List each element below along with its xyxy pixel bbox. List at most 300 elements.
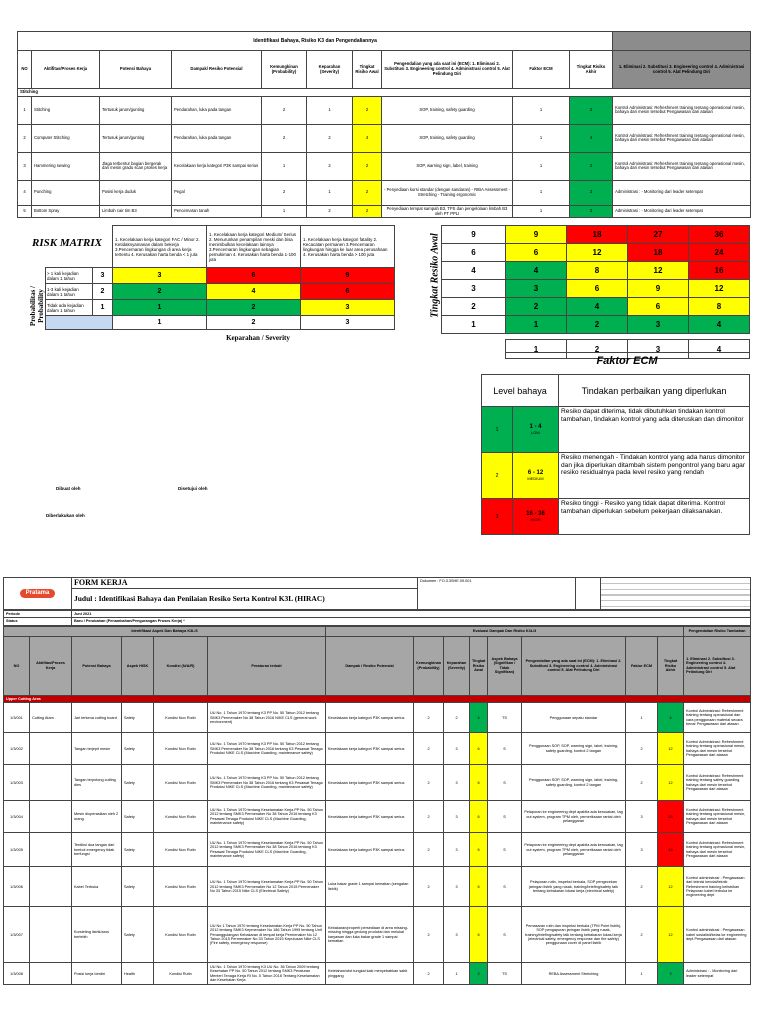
tingkat-level: 1	[442, 316, 506, 334]
row-pengendalian: - Penyediaan kursi standar (dengan sandaran) - RIBA Assessment - Stretching - Training ergonomic	[382, 180, 513, 205]
col-faktor-ecm: Faktor ECM	[513, 51, 570, 89]
row-pengendalian: Penyediaan tempat sampah B3, TPS dan pengelolaan limbah B3 oleh PT PPLI	[382, 205, 513, 218]
row-potensi: Tertusuk jarum/gunting	[100, 96, 172, 124]
form-cell-ecm: Pelaporan ke engineering dept apabila ada kerusakan, tag out system, program TPM oleh, pemeriksaan rantai oleh pelanggaran	[522, 833, 626, 867]
level-desc: Resiko menengah - Tindakan kontrol yang ada harus dimonitor dan jika diperlukan ditambah sistem pengontrol yang baru agar resiko residualnya pada level resiko yang rendah	[559, 453, 750, 499]
probability-desc: > 1 kali kejadian dalam 1 tahun	[46, 268, 93, 284]
row-kemungkinan: 2	[262, 180, 307, 205]
form-cell-per: UU No 1 Tahun 1970 tentang Keselamatan Kerja PP No. 50 Tahun 2012 tentang SMK3 Kepmenaker No 186 Tahun 1999 tentang Unit Penanggulangan Kebakaran di tempat kerja Permenaker No 12 Tahun 2015 Permenaker No 33 Tahun 2015 Keputusan Nike CLS (Fire safety, emergency response)	[208, 907, 326, 963]
tingkat-cell: 4	[506, 262, 567, 280]
level-row	[482, 453, 750, 499]
severity-level-2: 2	[207, 316, 301, 330]
matrix-row	[46, 268, 395, 284]
form-cell-dam: Kecelakaan kerja kategori P3K sampai serius	[326, 801, 414, 833]
form-cell-pot: Tangan terjepit mesin	[72, 733, 122, 765]
row-tingkat-awal: 2	[353, 152, 382, 180]
level-number: 3	[482, 499, 513, 535]
col2-tingkat: Tingkat Risiko Awal	[470, 636, 488, 695]
row-potensi: Tertusuk jarum/gunting	[100, 124, 172, 152]
row-tingkat-akhir: 4	[570, 124, 613, 152]
tingkat-cell: 8	[689, 298, 750, 316]
form-cell-a: 4	[658, 703, 684, 733]
matrix-cell: 3	[301, 300, 395, 316]
form-cell-s: 3	[444, 867, 470, 907]
tingkat-level: 9	[442, 226, 506, 244]
form-cell-ecm: REBA Assessment Stretching	[522, 963, 626, 985]
form-cell-ctrl: Kontrol Administrasi: Refreshment training tentang operasional dan cara penggunaan material secara benar Pengawasan dari atasan	[684, 703, 751, 733]
tingkat-cell: 27	[628, 226, 689, 244]
form-cell-a: 2	[658, 963, 684, 985]
status-label: Status	[4, 618, 72, 625]
level-bahaya-header: Level bahaya	[482, 375, 559, 407]
form-cell-per: UU No. 1 Tahun 1970 tentang Keselamatan Kerja PP No. 50 Tahun 2012 tentang SMK3 Permenaker No 38 Tahun 2016 tentang K3 Pesawat Tenaga Produksi NIKE CLS (Machine Guarding, maintenance safety)	[208, 833, 326, 867]
hirac-row	[18, 96, 751, 124]
tingkat-cell: 12	[689, 280, 750, 298]
probability-level: 1	[93, 300, 113, 316]
form-cell-kon: Kondisi Non Rutin	[154, 833, 208, 867]
form-cell-no: 1/3/004	[4, 801, 30, 833]
col2-faktor: Faktor ECM	[626, 636, 658, 695]
form-cell-p: 2	[414, 703, 444, 733]
form-cell-dam: Kebakaran/properti persediaan di area missing-missing hingga gedung produksi dan melukai karyawan dan luka bakar grade 1 sampai kematian	[326, 907, 414, 963]
form-cell-s: 2	[444, 703, 470, 733]
matrix-cell: 1	[113, 300, 207, 316]
row-keparahan: 1	[307, 180, 353, 205]
faktor-ecm-label: Faktor ECM	[505, 352, 749, 367]
row-aktivitas: Computer Stitching	[32, 124, 100, 152]
form-cell-kon: Kondisi Non Rutin	[154, 801, 208, 833]
row-no: 3	[18, 152, 32, 180]
row-no: 2	[18, 124, 32, 152]
tingkat-resiko-grid	[441, 225, 750, 359]
form-cell-p: 2	[414, 833, 444, 867]
form-cell-p: 2	[414, 867, 444, 907]
form-row	[4, 765, 751, 801]
matrix-cell: 2	[113, 284, 207, 300]
level-range-value: 16 - 36	[526, 511, 545, 517]
row-potensi: Limbah cair tim B3	[100, 205, 172, 218]
probability-desc: Tidak ada kejadian dalam 1 tahun	[46, 300, 93, 316]
form-cell-asp: Safety	[122, 867, 154, 907]
form-cell-f: 2	[626, 765, 658, 801]
form-cell-akt	[30, 801, 72, 833]
form-cell-asp: Safety	[122, 801, 154, 833]
tingkat-cell: 6	[506, 244, 567, 262]
level-range	[513, 499, 559, 535]
tingkat-cell: 16	[689, 262, 750, 280]
col2-akhir: Tingkat Risiko Akhir	[658, 636, 684, 695]
form-cell-t: 6	[470, 907, 488, 963]
level-range	[513, 407, 559, 453]
group-evaluasi: Evaluasi Dampak Dan Risiko K3L/3	[326, 626, 684, 636]
row-no: 1	[18, 96, 32, 124]
severity-desc-1: 1. Kecelakaan kerja kategori FAC / Minor 2. Ketidaknyamanan dalam bekerja 3.Pencemaran lingkungan di area kerja tertentu 4. Kerusakan harta benda < 1 juta	[113, 226, 207, 268]
tingkat-cell: 3	[628, 316, 689, 334]
row-faktor-ecm: 1	[513, 96, 570, 124]
form-cell-sig: S	[488, 867, 522, 907]
hirac-row	[18, 124, 751, 152]
form-cell-s: 3	[444, 833, 470, 867]
hirac-row	[18, 152, 751, 180]
col-keparahan: Keparahan (Severity)	[307, 51, 353, 89]
form-cell-dam: Luka bakar grade 1 sampai kematian (sengatan listrik)	[326, 867, 414, 907]
form-judul: Judul : Identifikasi Bahaya dan Penilaian Resiko Serta Kontrol K3L (HIRAC)	[72, 589, 418, 610]
tingkat-level: 4	[442, 262, 506, 280]
col-kemungkinan: Kemungkinan (Probability)	[262, 51, 307, 89]
form-cell-ctrl: Kontrol administrasi : Pengawasan kabel sosialisti/kelas ke engineering dept Pengawasan dari atasan	[684, 907, 751, 963]
form-cell-pot: Mesin dioperasikan oleh 2 orang	[72, 801, 122, 833]
tingkat-level: 2	[442, 298, 506, 316]
col2-aktivitas: Aktifitas/Proses Kerja	[30, 636, 72, 695]
form-cell-ecm: Penggunaan SOP, SOP, warning sign, label, training, safety guarding, kontrol 2 tangan	[522, 765, 626, 801]
form-header	[3, 577, 750, 985]
matrix-cell: 9	[301, 268, 395, 284]
form-cell-asp: Safety	[122, 833, 154, 867]
row-kontrol: Administrasi : - Monitoring dari leader setempat	[613, 180, 751, 205]
doc-number: Dokumen : FO.3.3SHE.09.001	[418, 578, 576, 610]
form-cell-per: UU No. 1 Tahun 1970 tentang K3 PP No. 50 Tahun 2012 tentang SMK3 Permenaker No 38 Tahun 2016 tentang K3 Pesawat Tenaga Produksi NIKE CLS (Machine Guarding, maintenance safety)	[208, 733, 326, 765]
matrix-cell: 6	[301, 284, 395, 300]
form-cell-sig: S	[488, 733, 522, 765]
col-tingkat-akhir: Tingkat Risiko Akhir	[570, 51, 613, 89]
company-logo	[4, 578, 72, 610]
tingkat-cell: 8	[567, 262, 628, 280]
form-cell-ecm: Penggunaan SOP, SOP, warning sign, label, training, safety guarding, kontrol 2 tangan	[522, 733, 626, 765]
form-cell-akt: Cutting Atam	[30, 703, 72, 733]
form-cell-asp: Safety	[122, 703, 154, 733]
level-number: 2	[482, 453, 513, 499]
form-cell-asp: Health	[122, 963, 154, 985]
form-row	[4, 907, 751, 963]
form-cell-sig: S	[488, 801, 522, 833]
form-cell-a: 18	[658, 801, 684, 833]
form-cell-t: 6	[470, 833, 488, 867]
form-cell-a: 12	[658, 733, 684, 765]
form-cell-p: 2	[414, 733, 444, 765]
ecm-level-1: 1	[506, 340, 567, 359]
form-cell-akt	[30, 963, 72, 985]
tingkat-level: 6	[442, 244, 506, 262]
row-no: 5	[18, 205, 32, 218]
level-range-value: 6 - 12	[527, 470, 544, 476]
hirac-row	[18, 180, 751, 205]
row-dampak: Kecelakaan kerja kategori P3K sampai serius	[172, 152, 262, 180]
form-cell-s: 3	[444, 801, 470, 833]
form-cell-asp: Safety	[122, 765, 154, 801]
form-row	[4, 963, 751, 985]
form-cell-a: 12	[658, 907, 684, 963]
col-hierarki: 1. Eliminasi 2. Substitusi 3. Engineering control 4. Administrasi control 5. Alat Pelindung Diri	[613, 51, 751, 89]
severity-desc-3: 1. Kecelakaan kerja kategori fatality 2. Kecacatan permanen 3.Pencemaran lingkungan hingga ke luar area perusahaan 4. Kerusakan harta benda > 100 juta	[301, 226, 395, 268]
ecm-level-2: 2	[567, 340, 628, 359]
form-cell-t: 6	[470, 733, 488, 765]
form-cell-dam: Kecelakaan kerja kategori P3K sampai serius	[326, 833, 414, 867]
form-cell-f: 2	[626, 733, 658, 765]
row-dampak: Pendarahan, luka pada tangan	[172, 96, 262, 124]
form-cell-f: 3	[626, 801, 658, 833]
row-kontrol: Kontrol Administrasi: Refreshment training tentang operasional mesin, bahaya dari mesin tersebut Pengawasan dari atasan	[613, 96, 751, 124]
row-aktivitas: Bottom Spray	[32, 205, 100, 218]
form-cell-dam: Kecelakaan kerja kategori P3K sampai serius	[326, 703, 414, 733]
ecm-level-4: 4	[689, 340, 750, 359]
form-cell-pot: Posisi kerja berdiri	[72, 963, 122, 985]
form-cell-f: 2	[626, 907, 658, 963]
form-cell-kon: Kondisi Non Rutin	[154, 703, 208, 733]
form-cell-no: 1/3/008	[4, 963, 30, 985]
row-pengendalian: SOP, training, safety guarding	[382, 124, 513, 152]
row-keparahan: 2	[307, 152, 353, 180]
hirac-rows-2	[4, 703, 751, 985]
row-aktivitas: Hammering sewing	[32, 152, 100, 180]
row-dampak: Pendarahan, luka pada tangan	[172, 124, 262, 152]
form-row	[4, 733, 751, 765]
row-dampak: Pegal	[172, 180, 262, 205]
form-cell-dam: Kecelakaan kerja kategori P3K sampai serius	[326, 733, 414, 765]
tingkat-resiko-axis-label: Tingkat Resiko Awal	[429, 233, 441, 318]
col2-aspek: Aspek HISK	[122, 636, 154, 695]
row-kontrol: Kontrol Administrasi: Refreshment training tentang operasional mesin, bahaya dari mesin tersebut Pengawasan dari atasan	[613, 152, 751, 180]
col2-peraturan: Peraturan terkait	[208, 636, 326, 695]
matrix-row	[46, 284, 395, 300]
form-cell-ctrl: Kontrol administrasi : Pengawasan dari teknisi kendal/teknik Refreshment training kelistrikan Pelaporan kabel terbuka ke engineering dept	[684, 867, 751, 907]
row-tingkat-akhir: 2	[570, 180, 613, 205]
col2-dampak: Dampak / Resiko Potensial	[326, 636, 414, 695]
col2-no: NO	[4, 636, 30, 695]
level-range-name: LOW	[530, 430, 541, 435]
periode-value: Juni 2021	[72, 611, 751, 618]
form-cell-t: 2	[470, 963, 488, 985]
level-range-name: MEDIUM	[527, 476, 544, 481]
row-tingkat-akhir: 2	[570, 152, 613, 180]
level-row	[482, 499, 750, 535]
form-cell-t: 4	[470, 703, 488, 733]
form-cell-kon: Kondisi Non Rutin	[154, 907, 208, 963]
row-keparahan: 2	[307, 205, 353, 218]
form-cell-pot: Tangan terpotong cutting dies	[72, 765, 122, 801]
col2-potensi: Potensi Bahaya	[72, 636, 122, 695]
level-bahaya-table	[481, 374, 750, 535]
form-cell-ecm: Penggunaan sepatu standar	[522, 703, 626, 733]
tingkat-cell: 6	[567, 280, 628, 298]
hirac-row	[18, 205, 751, 218]
form-cell-ctrl: Administrasi : - Monitoring dari leader setempat	[684, 963, 751, 985]
row-no: 4	[18, 180, 32, 205]
level-desc: Resiko dapat diterima, tidak dibutuhkan tindakan kontrol tambahan, tindakan kontrol yang ada diteruskan dan dimonitor	[559, 407, 750, 453]
col-potensi: Potensi Bahaya	[100, 51, 172, 89]
col-no: NO	[18, 51, 32, 89]
tingkat-cell: 2	[567, 316, 628, 334]
tingkat-row	[442, 226, 750, 244]
diberlakukan-oleh: Diberlakukan oleh	[46, 513, 85, 518]
form-cell-ecm: Pelaporan ke engineering dept apabila ada kerusakan, tag out system, program TPM oleh, pemeriksaan rantai oleh pelanggaran	[522, 801, 626, 833]
tingkat-cell: 9	[506, 226, 567, 244]
form-cell-no: 1/3/001	[4, 703, 30, 733]
tingkat-cell: 9	[628, 280, 689, 298]
col2-kondisi: Kondisi (N/A/R)	[154, 636, 208, 695]
tingkat-row	[442, 316, 750, 334]
dibuat-oleh: Dibuat oleh	[56, 486, 81, 491]
form-row	[4, 867, 751, 907]
row-keparahan: 2	[307, 124, 353, 152]
severity-level-3: 3	[301, 316, 395, 330]
severity-descriptions	[112, 225, 395, 268]
tingkat-cell: 4	[567, 298, 628, 316]
matrix-cell: 3	[113, 268, 207, 284]
col-dampak: Dampak/ Resiko Potensial	[172, 51, 262, 89]
ecm-level-3: 3	[628, 340, 689, 359]
probability-axis-label: Probabilitas / Probability	[29, 285, 45, 327]
form-cell-per: UU No. 1 Tahun 1970 tentang K3 UU No. 36 Tahun 2009 tentang Kesehatan PP No. 50 Tahun 2012 tentang SMK3 Peraturan Menteri Tenaga Kerja RI No. 5 Tahun 2018 Tentang Keselamatan dan Kesehatan Kerja	[208, 963, 326, 985]
row-tingkat-awal: 4	[353, 124, 382, 152]
form-cell-t: 6	[470, 867, 488, 907]
form-cell-no: 1/3/005	[4, 833, 30, 867]
row-dampak: Pencemaran tanah	[172, 205, 262, 218]
hirac-table-2	[3, 626, 751, 985]
form-cell-ctrl: Kontrol Administrasi: Refreshment training tentang safety guarding, bahaya dari mesin tersebut Pengawasan dari atasan	[684, 765, 751, 801]
probability-level: 2	[93, 284, 113, 300]
tindakan-header: Tindakan perbaikan yang diperlukan	[559, 375, 750, 407]
status-value: Baru / Perubahan (Penambahan/Pengurangan Proses Kerja) *	[72, 618, 751, 625]
tingkat-cell: 6	[628, 298, 689, 316]
form-cell-a: 18	[658, 833, 684, 867]
group-kendali: Pengendalian Risiko Tambahan	[684, 626, 751, 636]
tingkat-cell: 12	[567, 244, 628, 262]
hirac-sheet-1	[17, 31, 750, 218]
col2-kemungkinan: Kemungkinan (Probability)	[414, 636, 444, 695]
row-tingkat-akhir: 2	[570, 205, 613, 218]
form-cell-s: 3	[444, 765, 470, 801]
form-cell-kon: Kondisi Non Rutin	[154, 733, 208, 765]
matrix-row	[46, 300, 395, 316]
form-cell-no: 1/3/006	[4, 867, 30, 907]
row-faktor-ecm: 1	[513, 205, 570, 218]
form-cell-s: 1	[444, 963, 470, 985]
form-cell-ctrl: Kontrol Administrasi: Refreshment training tentang operasional mesin, bahaya dari mesin tersebut Pengawasan dari atasan	[684, 801, 751, 833]
form-cell-ecm: Pelaporan rutin, inspeksi berkala, SOP pengecekan jaringan listrik yang rusak, training/briefing/safety talk tentang kebakaran lokasi kerja (electrical safety)	[522, 867, 626, 907]
row-tingkat-akhir: 2	[570, 96, 613, 124]
form-cell-s: 3	[444, 733, 470, 765]
tingkat-row	[442, 262, 750, 280]
matrix-cell: 2	[207, 300, 301, 316]
row-kemungkinan: 2	[262, 96, 307, 124]
hirac-title: Identifikasi Bahaya, Risiko K3 dan Pengendaliannya	[18, 32, 613, 51]
level-row	[482, 407, 750, 453]
form-cell-akt	[30, 907, 72, 963]
severity-level-1: 1	[113, 316, 207, 330]
form-row	[4, 801, 751, 833]
row-potensi: Jlaga terbentur bagian bergerak dari mesin gradu scan proses kerja	[100, 152, 172, 180]
form-cell-sig: S	[488, 833, 522, 867]
col2-hierarki: 1. Eliminasi 2. Substitusi 3. Engineering control 4. Administrasi control 5. Alat Pelindung Diri	[684, 636, 751, 695]
form-cell-sig: S	[488, 907, 522, 963]
level-desc: Resiko tinggi - Resiko yang tidak dapat diterima. Kontrol tambahan diperlukan sebelum pekerjaan dilaksanakan.	[559, 499, 750, 535]
form-cell-f: 2	[626, 867, 658, 907]
severity-desc-2: 1. Kecelakaan kerja kategori Medium/ Serius 2. Menurunkan penampilan meski dan bisa menimbulkan kecelakaan lainnya 3.Pencemaran lingkungan sebagian pemukiman 4. Kerusakan harta benda 1-100 juta	[207, 226, 301, 268]
row-potensi: Posisi kerja duduk	[100, 180, 172, 205]
row-keparahan: 1	[307, 96, 353, 124]
level-range	[513, 453, 559, 499]
col-tingkat-awal: Tingkat Risiko Awal	[353, 51, 382, 89]
form-cell-per: UU No. 1 Tahun 1970 tentang K3 PP No. 50 Tahun 2012 tentang SMK3 Permenaker No 38 Tahun 2016 NIKE CLS (general work environment)	[208, 703, 326, 733]
form-cell-kon: Kondisi Non Rutin	[154, 765, 208, 801]
form-cell-akt	[30, 867, 72, 907]
row-pengendalian: SOP, warning sign, label, training	[382, 152, 513, 180]
row-tingkat-awal: 2	[353, 96, 382, 124]
form-cell-sig: TS	[488, 963, 522, 985]
form-cell-kon: Kondisi Rutin	[154, 963, 208, 985]
form-cell-p: 2	[414, 765, 444, 801]
form-cell-no: 1/3/007	[4, 907, 30, 963]
form-cell-f: 1	[626, 963, 658, 985]
risk-matrix-grid	[45, 267, 395, 330]
row-kemungkinan: 1	[262, 205, 307, 218]
row-kontrol: Kontrol Administrasi: Refreshment training tentang operasional mesin, bahaya dari mesin tersebut Pengawasan dari atasan	[613, 124, 751, 152]
tingkat-row	[442, 244, 750, 262]
tingkat-cell: 24	[689, 244, 750, 262]
form-cell-akt	[30, 765, 72, 801]
form-cell-no: 1/3/003	[4, 765, 30, 801]
form-cell-asp: Safety	[122, 733, 154, 765]
form-row	[4, 833, 751, 867]
form-cell-ecm: Pemasaran rutin dan inspeksi berkala (TPM Point listrik), SOP pengapuran jaringan listrik yang rusak, training/briefing/safety talk tentang kebakaran lokasi kerja (electrical safety, emergency response dan fire safety) penggunaan cover di panel listrik	[522, 907, 626, 963]
logo-badge: Pratama	[20, 589, 56, 597]
form-cell-pot: Terdiksi dua tangan dari tombol emergency tidak berfungsi	[72, 833, 122, 867]
form-cell-akt	[30, 733, 72, 765]
disetujui-oleh: Disetujui oleh	[178, 486, 208, 491]
probability-desc: 1-3 kali kejadian dalam 1 tahun	[46, 284, 93, 300]
section-stitching: Stitching	[18, 89, 751, 97]
form-row	[4, 703, 751, 733]
form-cell-akt	[30, 833, 72, 867]
section-upper-cutting: Upper Cutting Area	[4, 695, 751, 702]
hirac-rows-1	[18, 96, 751, 218]
form-cell-p: 2	[414, 907, 444, 963]
tingkat-cell: 18	[628, 244, 689, 262]
col2-pengendalian: Pengendalian yang ada saat ini (ECM): 1. Eliminasi 2. Substitusi 3. Engineering control 4. Administrasi control 5. Alat Pelindung Diri	[522, 636, 626, 695]
risk-matrix-title: RISK MATRIX	[32, 237, 103, 249]
form-title: FORM KERJA	[72, 578, 418, 589]
tingkat-row	[442, 298, 750, 316]
matrix-cell: 6	[207, 268, 301, 284]
tingkat-cell: 3	[506, 280, 567, 298]
form-cell-p: 2	[414, 963, 444, 985]
form-cell-ctrl: Kontrol Administrasi: Refreshment training tentang operasional mesin, bahaya dari mesin tersebut Pengawasan dari atasan	[684, 733, 751, 765]
form-cell-sig: TS	[488, 703, 522, 733]
group-aspek: Identifikasi Aspek Dan Bahaya K3L/3	[4, 626, 326, 636]
form-cell-per: UU No. 1 Tahun 1970 tentang K3 PP No. 50 Tahun 2012 tentang SMK3 Permenaker No 38 Tahun 2016 tentang K3 Pesawat Tenaga Produksi NIKE CLS (Machine Guarding, maintenance safety)	[208, 765, 326, 801]
level-range-value: 1 - 4	[529, 424, 542, 430]
row-faktor-ecm: 1	[513, 152, 570, 180]
form-cell-a: 12	[658, 765, 684, 801]
row-faktor-ecm: 1	[513, 124, 570, 152]
form-cell-p: 2	[414, 801, 444, 833]
row-faktor-ecm: 1	[513, 180, 570, 205]
form-cell-s: 3	[444, 907, 470, 963]
form-cell-per: UU No. 1 Tahun 1970 tentang Keselamatan Kerja PP No. 50 Tahun 2012 tentang SMK3 Permenaker No 38 Tahun 2016 tentang K3 Pesawat Tenaga Produksi NIKE CLS (Machine Guarding, maintenance safety)	[208, 801, 326, 833]
form-cell-no: 1/3/002	[4, 733, 30, 765]
tingkat-cell: 12	[628, 262, 689, 280]
form-cell-dam: Kelelahan/otot tungkai kaki menyebabkan sakit pinggang	[326, 963, 414, 985]
col-aktivitas: Aktifitas/Proses Kerja	[32, 51, 100, 89]
form-cell-pot: Kabel Terbuka	[72, 867, 122, 907]
col2-aspek-bahaya: Aspek Bahaya (Signifikan / Tidak Signifikan)	[488, 636, 522, 695]
tingkat-cell: 36	[689, 226, 750, 244]
form-cell-f: 3	[626, 833, 658, 867]
form-cell-sig: S	[488, 765, 522, 801]
severity-axis-label: Keparahan / Severity	[226, 334, 290, 342]
probability-level: 3	[93, 268, 113, 284]
form-cell-asp: Safety	[122, 907, 154, 963]
